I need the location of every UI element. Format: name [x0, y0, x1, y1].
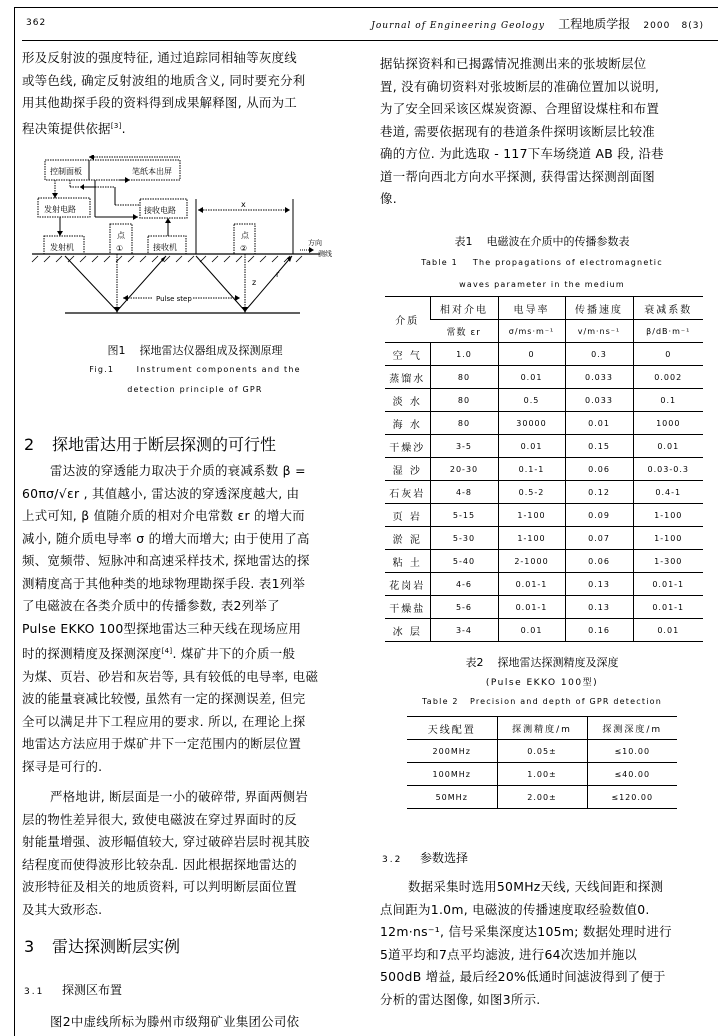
table-header-cell: 传播速度 [565, 297, 633, 320]
table-row [385, 389, 703, 412]
text-line: 了电磁波在各类介质中的传播参数, 表2列举了 [22, 598, 280, 613]
table-cell: 湿 沙 [385, 458, 430, 481]
table-row [385, 596, 703, 619]
text-line: 频、宽频带、短脉冲和高速采样技术, 探地雷达的探 [22, 553, 310, 568]
table-cell: 0.13 [565, 573, 633, 596]
table-row [385, 619, 703, 642]
table-header-cell: 电导率 [498, 297, 565, 320]
section-3-2-paragraph [380, 876, 672, 1011]
table-cell: 0.01 [498, 366, 565, 389]
table-row [407, 740, 677, 763]
table-row [385, 527, 703, 550]
text-line: 程决策提供依据[3]. [22, 120, 126, 136]
figure-1-caption-en-2: detection principle of GPR [127, 385, 263, 394]
table-header-cell: 常数 εr [430, 320, 498, 343]
table-cell: 空 气 [385, 343, 430, 366]
fig-label-point1b: ① [116, 244, 124, 253]
text-line: 时的探测精度及探测深度[4]. 煤矿井下的介质一般 [22, 646, 296, 662]
table-cell: 50MHz [407, 786, 497, 809]
section-2-paragraph [22, 460, 318, 778]
figure-1-caption-en: Fig.1 Instrument components and the [89, 365, 301, 374]
page-number: 362 [26, 18, 47, 28]
table-row [385, 573, 703, 596]
fig-label-direction2: 测线 [318, 250, 332, 258]
table-cell: 0.033 [565, 366, 633, 389]
text-line: 形及反射波的强度特征, 通过追踪同相轴等灰度线 [22, 50, 297, 65]
table-cell: 0.01 [565, 412, 633, 435]
table-cell: 0.01-1 [498, 596, 565, 619]
table-cell: 0.15 [565, 435, 633, 458]
text-line: 全可以满足井下工程应用的要求. 所以, 在理论上探 [22, 713, 306, 729]
text-line: 严格地讲, 断层面是一小的破碎带, 界面两侧岩 [50, 789, 309, 804]
table-cell: 0.06 [565, 550, 633, 573]
text-line: 射能量增强、波形幅值较大, 穿过破碎岩层时视其胶 [22, 834, 310, 849]
intro-paragraph [22, 47, 305, 140]
table-cell: 0.4-1 [633, 481, 703, 504]
table-cell: 1-100 [498, 527, 565, 550]
text-line: 据钻探资料和已揭露情况推测出来的张坡断层位 [380, 56, 647, 71]
table-header-cell: σ/ms·m⁻¹ [498, 320, 565, 343]
table-header-row [407, 717, 677, 740]
fig-label-rx-circuit: 接收电路 [144, 206, 176, 215]
table-cell: 80 [430, 366, 498, 389]
table-row [385, 458, 703, 481]
text-line: 巷道, 需要依据现有的巷道条件探明该断层比较准 [380, 123, 655, 139]
table-2-caption-en: Table 2 Precision and depth of GPR detection [422, 697, 662, 706]
table-cell: 0.5-2 [498, 481, 565, 504]
fig-label-x: x [241, 200, 246, 209]
page-frame-left [14, 7, 15, 1036]
text-line: 道一帮向西北方向水平探测, 获得雷达探测剖面图 [380, 168, 655, 184]
table-cell: ≤120.00 [587, 786, 677, 809]
table-header-cell: β/dB·m⁻¹ [633, 320, 703, 343]
table-cell: 2.00± [497, 786, 587, 809]
table-cell: ≤10.00 [587, 740, 677, 763]
table-cell: 5-30 [430, 527, 498, 550]
journal-year: 2000 [643, 21, 671, 31]
table-cell: 0.1 [633, 389, 703, 412]
text-line: 探寻是可行的. [22, 758, 103, 774]
fig-label-z: z [252, 278, 257, 287]
figure-1-caption-cn: 图1 探地雷达仪器组成及探测原理 [107, 344, 283, 357]
table-cell: 1-100 [633, 504, 703, 527]
text-line: 波形特征及相关的地质资料, 可以判明断层面位置 [22, 879, 297, 894]
table-cell: 1-300 [633, 550, 703, 573]
table-cell: 0.01 [498, 619, 565, 642]
text-line: 5道平均和7点平均滤波, 进行64次迭加并施以 [380, 946, 637, 962]
table-cell: 0.033 [565, 389, 633, 412]
section-3-heading: 3 雷达探测断层实例 [24, 937, 181, 956]
table-cell: 3-5 [430, 435, 498, 458]
table-row [385, 550, 703, 573]
table-row [385, 435, 703, 458]
table-cell: 0.01-1 [633, 573, 703, 596]
text-line: 结程度而使得波形比较杂乱. 因此根据探地雷达的 [22, 856, 297, 872]
table-cell: 0.03-0.3 [633, 458, 703, 481]
text-line: 60πσ/√εr , 其值越小, 雷达波的穿透深度越大, 由 [22, 485, 300, 501]
section-3-1-paragraph [22, 1011, 299, 1034]
table-header-row [385, 297, 703, 320]
table-2-caption-model: (Pulse EKKO 100型) [485, 678, 599, 688]
fig-label-point2b: ② [240, 244, 248, 253]
table-cell: 0 [633, 343, 703, 366]
table-header-cell: 探测精度/m [497, 717, 587, 740]
table-cell: 0.01 [633, 435, 703, 458]
table-cell: 0.12 [565, 481, 633, 504]
table-cell: 花岗岩 [385, 573, 430, 596]
fig-label-point1: 点 [117, 231, 125, 240]
right-paragraph [380, 53, 664, 211]
text-line: 雷达波的穿透能力取决于介质的衰减系数 β = [50, 463, 306, 478]
text-line: Pulse EKKO 100型探地雷达三种天线在现场应用 [22, 620, 302, 636]
table-cell: 1.0 [430, 343, 498, 366]
section-3-1-heading: 3.1 探测区布置 [24, 983, 123, 997]
table-row [385, 481, 703, 504]
table-cell: 干燥盐 [385, 596, 430, 619]
text-line: 图2中虚线所标为滕州市级翔矿业集团公司依 [50, 1014, 300, 1029]
table-1-caption-en: Table 1 The propagations of electromagnetic [421, 258, 663, 267]
text-line: 500dB 增益, 最后经20%低通时间滤波得到了便于 [380, 969, 666, 984]
text-line: 数据采集时选用50MHz天线, 天线间距和探测 [408, 879, 664, 894]
text-line: 置, 没有确切资料对张坡断层的准确位置加以说明, [380, 78, 660, 94]
table-cell: 页 岩 [385, 504, 430, 527]
text-line: 层的物性差异很大, 致使电磁波在穿过界面时的反 [22, 811, 297, 827]
table-cell: 0.1-1 [498, 458, 565, 481]
table-cell: 0.07 [565, 527, 633, 550]
table-cell: 0.5 [498, 389, 565, 412]
table-cell: 0.09 [565, 504, 633, 527]
text-line: 12m·ns⁻¹, 信号采集深度达105m; 数据处理时进行 [380, 924, 672, 939]
table-cell: 0.16 [565, 619, 633, 642]
table-cell: 4-8 [430, 481, 498, 504]
table-cell: 蒸馏水 [385, 366, 430, 389]
text-line: 及其大致形态. [22, 901, 103, 917]
fig-label-point2: 点 [241, 231, 249, 240]
journal-volume: 8(3) [681, 21, 704, 31]
fig-label-receiver: 接收机 [153, 243, 177, 252]
running-header [371, 15, 704, 32]
table-cell: 0.06 [565, 458, 633, 481]
table-2-caption-cn: 表2 探地雷达探测精度及深度 [465, 656, 619, 669]
table-cell: 5-40 [430, 550, 498, 573]
table-header-cell: 天线配置 [407, 717, 497, 740]
fig-label-r: r [276, 270, 280, 279]
table-cell: 1-100 [633, 527, 703, 550]
table-row [385, 504, 703, 527]
section-3-2-heading: 3.2 参数选择 [382, 851, 469, 865]
table-row [407, 786, 677, 809]
table-cell: 1.00± [497, 763, 587, 786]
table-cell: 0.3 [565, 343, 633, 366]
journal-name-cn: 工程地质学报 [558, 17, 631, 31]
table-cell: 4-6 [430, 573, 498, 596]
table-cell: 80 [430, 389, 498, 412]
text-line: 波的能量衰减比较慢, 虽然有一定的探测误差, 但完 [22, 691, 306, 707]
table-cell: 海 水 [385, 412, 430, 435]
page-frame-top [14, 7, 718, 8]
fig-label-control: 控制面板 [50, 167, 82, 176]
text-line: 分析的雷达图像, 如图3所示. [380, 991, 541, 1007]
table-2 [407, 716, 677, 809]
table-cell: 0 [498, 343, 565, 366]
citation: [3] [110, 121, 122, 130]
table-cell: 淡 水 [385, 389, 430, 412]
table-cell: 淤 泥 [385, 527, 430, 550]
fig-label-recorder: 笔纸本出屏 [132, 167, 172, 176]
figure-1-gpr-diagram [20, 155, 340, 317]
table-cell: 5-15 [430, 504, 498, 527]
table-cell: 石灰岩 [385, 481, 430, 504]
table-cell: 20-30 [430, 458, 498, 481]
text-line: 点间距为1.0m, 电磁波的传播速度取经验数值0. [380, 901, 650, 917]
text-line: 或等色线, 确定反射波组的地质含义, 同时要充分利 [22, 72, 306, 88]
table-row [385, 412, 703, 435]
table-cell: 30000 [498, 412, 565, 435]
table-1-caption-en-2: waves parameter in the medium [459, 280, 625, 289]
text-line: 减小, 随介质电导率 σ 的增大而增大; 由于使用了高 [22, 530, 310, 546]
table-cell: 80 [430, 412, 498, 435]
fig-label-transmitter: 发射机 [50, 243, 74, 252]
table-cell: 0.01-1 [633, 596, 703, 619]
table-header-cell: v/m·ns⁻¹ [565, 320, 633, 343]
text-line: 地雷达方法应用于煤矿井下一定范围内的断层位置 [22, 736, 302, 752]
section-2-heading: 2 探地雷达用于断层探测的可行性 [24, 435, 277, 454]
table-header-cell: 介质 [385, 297, 430, 343]
table-cell: 0.01-1 [498, 573, 565, 596]
table-cell: 干燥沙 [385, 435, 430, 458]
table-cell: 粘 土 [385, 550, 430, 573]
table-cell: 2-1000 [498, 550, 565, 573]
table-row [385, 343, 703, 366]
fig-label-direction1: 方向 [308, 239, 322, 247]
header-rule [22, 40, 718, 41]
table-cell: 100MHz [407, 763, 497, 786]
table-header-row [385, 320, 703, 343]
text-line: 为了安全回采该区煤炭资源、合理留设煤柱和布置 [380, 101, 660, 116]
table-row [385, 366, 703, 389]
text-line: 用其他勘探手段的资料得到成果解释图, 从而为工 [22, 95, 297, 110]
fig-label-tx-circuit: 发射电路 [44, 205, 76, 214]
table-cell: 0.01 [498, 435, 565, 458]
text-line: 为煤、页岩、砂岩和灰岩等, 具有较低的电导率, 电磁 [22, 668, 319, 684]
table-cell: 1000 [633, 412, 703, 435]
text-line: 像. [380, 191, 397, 206]
table-1-caption-cn: 表1 电磁波在介质中的传播参数表 [454, 235, 630, 248]
table-cell: 3-4 [430, 619, 498, 642]
section-2-paragraph-2 [22, 786, 310, 921]
table-cell: 0.13 [565, 596, 633, 619]
fig-label-pulse-step: Pulse step [156, 295, 192, 303]
citation: [4] [161, 647, 173, 655]
table-header-cell: 相对介电 [430, 297, 498, 320]
table-header-cell: 探测深度/m [587, 717, 677, 740]
text-line: 确的方位. 为此选取 - 117下车场绕道 AB 段, 沿巷 [380, 146, 664, 161]
text-line: 测精度高于其他种类的地球物理勘探手段. 表1列举 [22, 575, 306, 591]
table-cell: 200MHz [407, 740, 497, 763]
table-cell: 0.05± [497, 740, 587, 763]
table-row [407, 763, 677, 786]
table-cell: 5-6 [430, 596, 498, 619]
text-line: 上式可知, β 值随介质的相对介电常数 εr 的增大而 [22, 508, 305, 523]
table-cell: 0.01 [633, 619, 703, 642]
table-1 [385, 296, 703, 642]
table-header-cell: 衰减系数 [633, 297, 703, 320]
table-cell: 冰 层 [385, 619, 430, 642]
table-cell: ≤40.00 [587, 763, 677, 786]
table-cell: 0.002 [633, 366, 703, 389]
journal-name-en: Journal of Engineering Geology [371, 21, 546, 31]
table-cell: 1-100 [498, 504, 565, 527]
